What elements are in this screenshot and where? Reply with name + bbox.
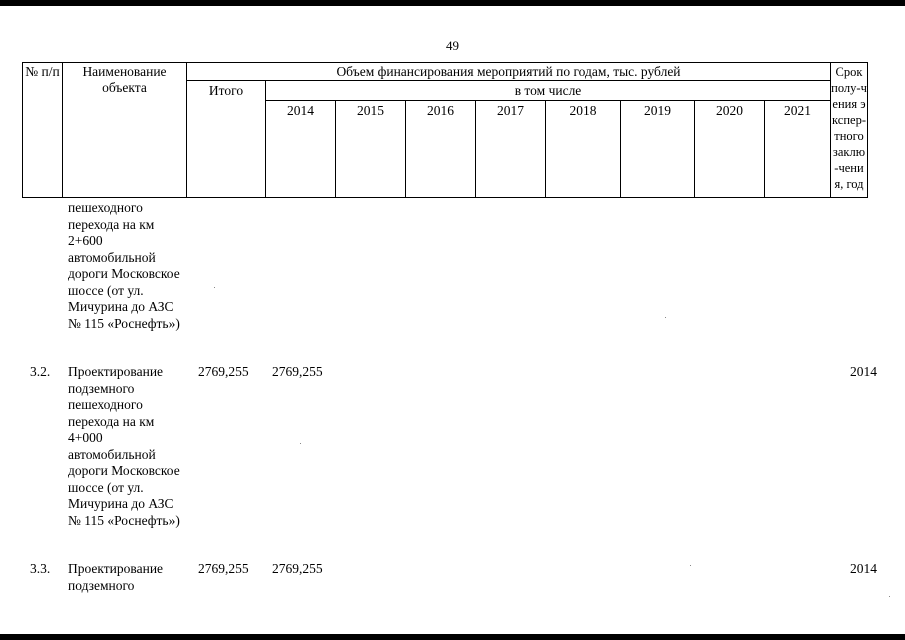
page-number: 49 bbox=[446, 38, 459, 53]
header-col-funding: Объем финансирования мероприятий по годам, тыс. рублей bbox=[187, 63, 831, 81]
row-number: 3.3. bbox=[30, 561, 51, 576]
header-year-2014: 2014 bbox=[266, 101, 336, 198]
scan-speck bbox=[690, 565, 691, 566]
header-year-2016: 2016 bbox=[406, 101, 476, 198]
row-object-name: Проектирование подземного пешеходного перехода на км 4+000 автомобильной дороги Московское шоссе (от ул. Мичурина до АЗС № 115 «Роснефть») bbox=[68, 364, 180, 528]
row-amount-2014: 2769,255 bbox=[272, 561, 323, 576]
header-col-num: № п/п bbox=[23, 63, 63, 198]
continuation-object-name: пешеходного перехода на км 2+600 автомобильной дороги Московское шоссе (от ул. Мичурина до АЗС № 115 «Роснефть») bbox=[68, 200, 180, 331]
bottom-border-rule bbox=[0, 634, 905, 640]
row-total: 2769,255 bbox=[198, 364, 249, 379]
row-term: 2014 bbox=[850, 364, 877, 379]
scan-speck bbox=[665, 317, 666, 318]
header-year-2015: 2015 bbox=[336, 101, 406, 198]
table-header bbox=[22, 62, 868, 198]
header-col-including: в том числе bbox=[266, 81, 831, 101]
header-year-2020: 2020 bbox=[695, 101, 765, 198]
header-col-total: Итого bbox=[187, 81, 266, 198]
header-year-2019: 2019 bbox=[621, 101, 695, 198]
row-term: 2014 bbox=[850, 561, 877, 576]
header-year-2018: 2018 bbox=[546, 101, 621, 198]
row-number: 3.2. bbox=[30, 364, 51, 379]
scan-speck bbox=[214, 287, 215, 288]
row-object-name: Проектирование подземного bbox=[68, 561, 164, 593]
row-amount-2014: 2769,255 bbox=[272, 364, 323, 379]
top-border-rule bbox=[0, 0, 905, 6]
header-year-2017: 2017 bbox=[476, 101, 546, 198]
scan-speck bbox=[889, 596, 890, 597]
header-year-2021: 2021 bbox=[765, 101, 831, 198]
row-total: 2769,255 bbox=[198, 561, 249, 576]
header-col-name: Наименование объекта bbox=[63, 63, 187, 198]
scan-speck bbox=[300, 443, 301, 444]
header-col-term: Срок полу-чения экспер-тного заклю-чения, год bbox=[831, 63, 868, 198]
